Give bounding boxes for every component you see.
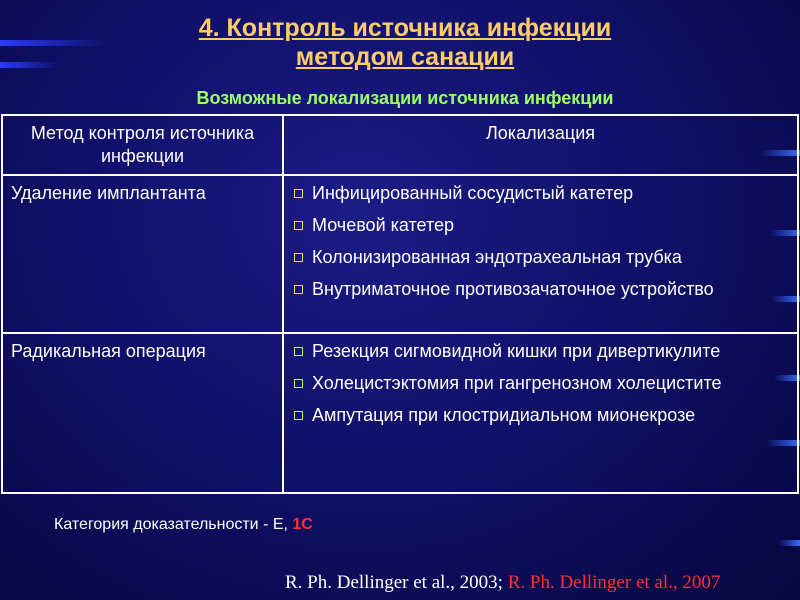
square-bullet-icon [294, 285, 303, 294]
list-item-text: Мочевой катетер [312, 215, 455, 235]
table-header-row [2, 115, 798, 175]
list-item [292, 246, 789, 269]
evidence-label: Категория доказательности - Е, [54, 516, 293, 533]
reference-2007: R. Ph. Dellinger et al., 2007 [507, 572, 721, 593]
source-control-table [1, 114, 799, 494]
list-item [292, 182, 789, 205]
list-item [292, 278, 789, 301]
reference-2003: R. Ph. Dellinger et al., 2003; [285, 572, 508, 593]
reference [285, 572, 720, 594]
table-row [2, 175, 798, 333]
slide-title [0, 14, 800, 72]
evidence-category [54, 516, 313, 534]
localization-cell [283, 333, 798, 493]
localization-list [292, 182, 789, 301]
list-item-text: Инфицированный сосудистый катетер [312, 183, 634, 203]
header-localization: Локализация [283, 115, 798, 175]
square-bullet-icon [294, 189, 303, 198]
list-item [292, 340, 789, 363]
square-bullet-icon [294, 411, 303, 420]
list-item [292, 404, 789, 427]
localization-cell [283, 175, 798, 333]
method-cell: Удаление имплантанта [2, 175, 283, 333]
method-cell: Радикальная операция [2, 333, 283, 493]
slide-title-line2: методом санации [295, 43, 515, 71]
list-item-text: Резекция сигмовидной кишки при дивертикулите [312, 341, 721, 361]
square-bullet-icon [294, 253, 303, 262]
list-item-text: Внутриматочное противозачаточное устройство [312, 279, 714, 299]
square-bullet-icon [294, 347, 303, 356]
header-method: Метод контроля источника инфекции [2, 115, 283, 175]
table-row [2, 333, 798, 493]
list-item-text: Холецистэктомия при гангренозном холецистите [312, 373, 722, 393]
list-item [292, 214, 789, 237]
square-bullet-icon [294, 379, 303, 388]
evidence-level: 1С [292, 516, 313, 533]
list-item [292, 372, 789, 395]
list-item-text: Ампутация при клостридиальном мионекрозе [312, 405, 696, 425]
square-bullet-icon [294, 221, 303, 230]
background-streak [778, 540, 800, 546]
list-item-text: Колонизированная эндотрахеальная трубка [312, 247, 682, 267]
slide-subtitle: Возможные локализации источника инфекции [196, 88, 614, 108]
localization-list [292, 340, 789, 427]
slide-title-line1: 4. Контроль источника инфекции [198, 14, 612, 42]
